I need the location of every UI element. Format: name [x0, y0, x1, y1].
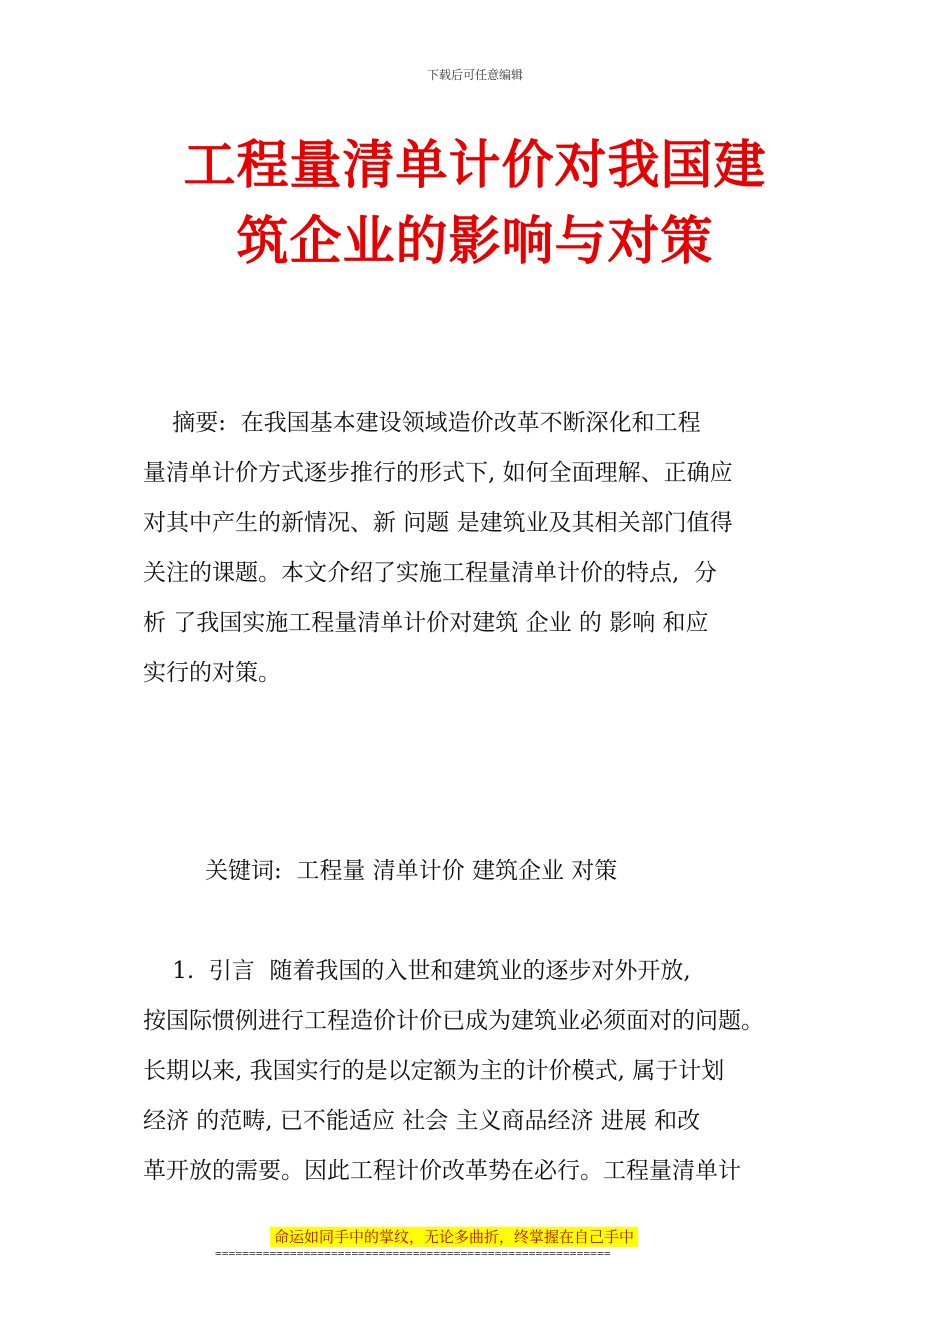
title-line-1: 工程量清单计价对我国建 [183, 136, 767, 196]
abstract-line: 实行的对策。 [143, 660, 281, 686]
intro-line: 长期以来, 我国实行的是以定额为主的计价模式, 属于计划 [143, 1058, 725, 1084]
abstract-line: 量清单计价方式逐步推行的形式下, 如何全面理解、正确应 [143, 460, 733, 486]
intro-line: 1. 引言 随着我国的入世和建筑业的逐步对外开放, [143, 958, 691, 984]
abstract-line: 摘要: 在我国基本建设领域造价改革不断深化和工程 [143, 410, 701, 436]
abstract-line: 关注的课题。本文介绍了实施工程量清单计价的特点, 分 [143, 560, 717, 586]
abstract-line: 对其中产生的新情况、新 问题 是建筑业及其相关部门值得 [143, 510, 733, 536]
intro-line: 经济 的范畴, 已不能适应 社会 主义商品经济 进展 和改 [143, 1108, 701, 1134]
intro-line: 革开放的需要。因此工程计价改革势在必行。工程量清单计 [143, 1158, 741, 1184]
abstract-line: 析 了我国实施工程量清单计价对建筑 企业 的 影响 和应 [143, 610, 709, 636]
title-line-2: 筑企业的影响与对策 [236, 212, 714, 272]
footer-rule: ========================================================== [215, 1247, 611, 1260]
intro-line: 按国际惯例进行工程造价计价已成为建筑业必须面对的问题。 [143, 1008, 764, 1034]
document-title [150, 128, 800, 280]
keywords-line: 关键词: 工程量 清单计价 建筑企业 对策 [205, 858, 618, 884]
header-note: 下载后可任意编辑 [426, 68, 523, 82]
footer-banner: 命运如同手中的掌纹，无论多曲折，终掌握在自己手中 [270, 1227, 638, 1247]
